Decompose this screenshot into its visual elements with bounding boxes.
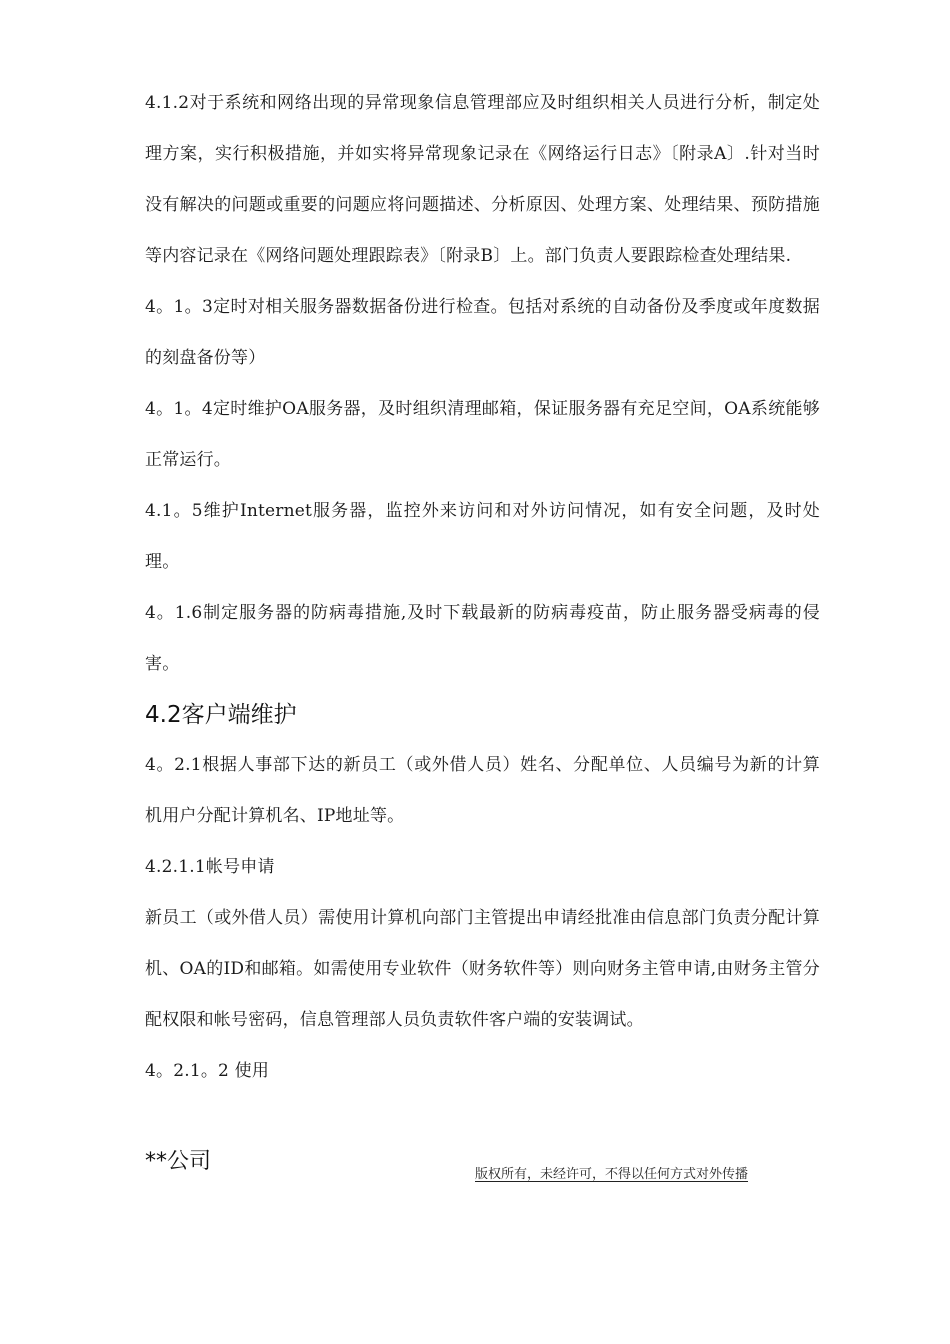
- paragraph-4-2-1-1-title: 4.2.1.1帐号申请: [145, 857, 275, 877]
- footer-copyright: 版权所有，未经许可，不得以任何方式对外传播: [475, 1167, 749, 1182]
- paragraph-4-2-1: 4。2.1根据人事部下达的新员工（或外借人员）姓名、分配单位、人员编号为新的计算机用户分配计算机名、IP地址等。: [145, 755, 820, 826]
- paragraph-4-2-1-2-title: 4。2.1。2 使用: [145, 1061, 270, 1081]
- paragraph-4-1-3: 4。1。3定时对相关服务器数据备份进行检查。包括对系统的自动备份及季度或年度数据的刻盘备份等）: [145, 297, 820, 368]
- paragraph-4-1-6: 4。1.6制定服务器的防病毒措施,及时下载最新的防病毒疫苗，防止服务器受病毒的侵害。: [145, 603, 820, 674]
- section-heading-4-2: 4.2客户端维护: [145, 702, 297, 728]
- paragraph-4-1-2: 4.1.2对于系统和网络出现的异常现象信息管理部应及时组织相关人员进行分析，制定处理方案，实行积极措施，并如实将异常现象记录在《网络运行日志》〔附录A〕.针对当时没有解决的问题或重要的问题应将问题描述、分析原因、处理方案、处理结果、预防措施等内容记录在《网络问题处理跟踪表》〔附录B〕上。部门负责人要跟踪检查处理结果.: [145, 93, 820, 266]
- paragraph-account-application: 新员工（或外借人员）需使用计算机向部门主管提出申请经批准由信息部门负责分配计算机、OA的ID和邮箱。如需使用专业软件（财务软件等）则向财务主管申请,由财务主管分配权限和帐号密码，信息管理部人员负责软件客户端的安装调试。: [145, 908, 820, 1030]
- paragraph-4-1-5: 4.1。5维护Internet服务器，监控外来访问和对外访问情况，如有安全问题，及时处理。: [145, 501, 820, 572]
- document-body: [145, 78, 820, 1097]
- paragraph-4-1-4: 4。1。4定时维护OA服务器，及时组织清理邮箱，保证服务器有充足空间，OA系统能够正常运行。: [145, 399, 820, 470]
- footer-company: **公司: [145, 1149, 212, 1174]
